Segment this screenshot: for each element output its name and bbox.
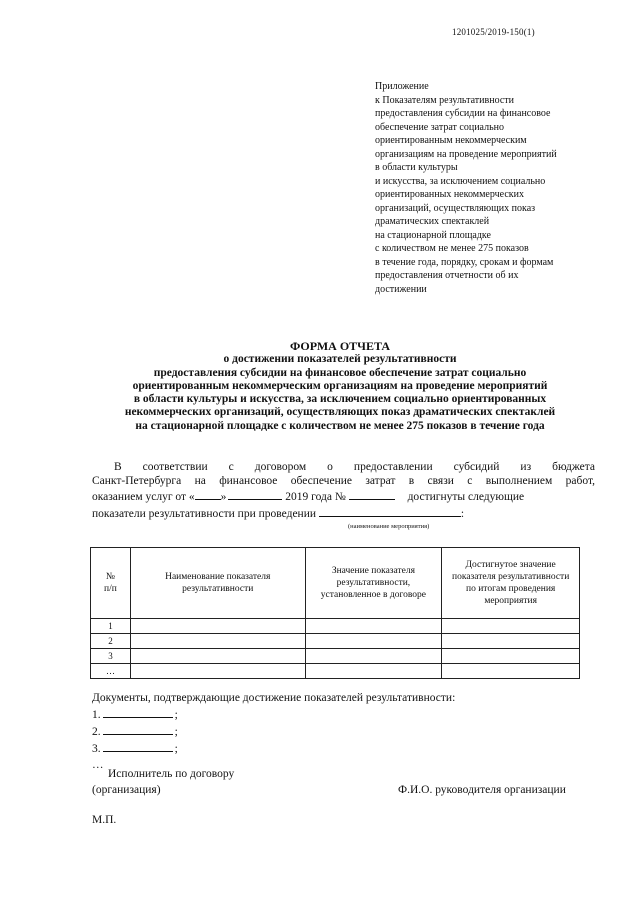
document-item-number: 2.: [92, 726, 101, 738]
form-title-line: предоставления субсидии на финансовое обеспечение затрат социально: [153, 366, 527, 379]
contract-value-cell[interactable]: [305, 649, 442, 664]
contract-quote-close: »: [220, 491, 227, 504]
form-title-line: некоммерческих организаций, осуществляющих показ драматических спектаклей: [124, 406, 556, 419]
document-item-number: 1.: [92, 709, 101, 721]
header-contract-value: Значение показателя результативности, установленное в договоре: [305, 548, 442, 619]
contract-value-cell[interactable]: [305, 634, 442, 649]
appendix-line: к Показателям результативности: [375, 94, 514, 106]
stamp-place-label: М.П.: [92, 814, 117, 826]
achieved-value-cell[interactable]: [442, 649, 580, 664]
header-number: № п/п: [91, 548, 131, 619]
event-label: показатели результативности при проведении: [92, 507, 319, 520]
appendix-line: ориентированным некоммерческим: [375, 135, 527, 146]
indicator-name-cell[interactable]: [130, 649, 305, 664]
supporting-documents: [92, 690, 455, 773]
appendix-line: обеспечение затрат социально: [375, 121, 504, 133]
organization-label: (организация): [92, 784, 161, 796]
document-item: 2. ;: [92, 723, 455, 740]
contract-month-field[interactable]: [228, 488, 282, 500]
event-name-hint: (наименование мероприятия): [348, 523, 430, 530]
appendix-line: и искусства, за исключением социально: [375, 175, 546, 187]
contract-year-label: 2019 года №: [282, 491, 349, 504]
appendix-line: в течение года, порядку, срокам и формам: [375, 256, 554, 268]
paragraph-line-event: [92, 505, 595, 521]
form-title-line: на стационарной площадке с количеством не менее 275 показов в течение года: [135, 419, 545, 432]
document-item-field[interactable]: [103, 723, 173, 735]
document-item-field[interactable]: [103, 706, 173, 718]
appendix-line: организаций, осуществляющих показ: [375, 202, 536, 214]
form-title-line: ориентированным некоммерческим организациям на проведение мероприятий: [132, 379, 548, 392]
appendix-line: организациям на проведение мероприятий: [375, 148, 557, 160]
contract-value-cell[interactable]: [305, 619, 442, 634]
indicator-name-cell[interactable]: [130, 634, 305, 649]
paragraph-line: В соответствии с договором о предоставлении субсидий из бюджета: [114, 461, 595, 473]
appendix-line: в области культуры: [375, 162, 458, 173]
row-number: 1: [91, 619, 131, 634]
achieved-label: достигнуты следующие: [404, 491, 525, 504]
header-achieved-value: Достигнутое значение показателя результативности по итогам проведения мероприятия: [442, 548, 580, 619]
paragraph-line-contract: [92, 488, 595, 504]
achieved-value-cell[interactable]: [442, 619, 580, 634]
document-number: 1201025/2019-150(1): [452, 27, 535, 37]
header-indicator-name: Наименование показателя результативности: [130, 548, 305, 619]
form-title-line: о достижении показателей результативности: [223, 353, 457, 366]
director-name-label: Ф.И.О. руководителя организации: [398, 784, 566, 796]
appendix-line: драматических спектаклей: [375, 216, 490, 227]
indicator-name-cell[interactable]: [130, 664, 305, 679]
document-item-number: 3.: [92, 743, 101, 755]
row-number: …: [91, 664, 131, 679]
form-title-line: в области культуры и искусства, за исключением социально ориентированных: [133, 393, 547, 406]
document-item: 3. ;: [92, 740, 455, 757]
row-number: 2: [91, 634, 131, 649]
document-item-field[interactable]: [103, 740, 173, 752]
document-item: 1. ;: [92, 706, 455, 723]
table-row: [91, 649, 580, 664]
colon: :: [460, 507, 465, 520]
paragraph-line: Санкт-Петербурга на финансовое обеспечение затрат в связи с выполнением работ,: [92, 475, 595, 488]
achieved-value-cell[interactable]: [442, 634, 580, 649]
form-title-main: ФОРМА ОТЧЕТА: [289, 339, 391, 353]
appendix-line: предоставления отчетности об их: [375, 270, 519, 281]
appendix-line: с количеством не менее 275 показов: [375, 243, 529, 254]
contract-number-field[interactable]: [349, 488, 395, 500]
appendix-line: ориентированных некоммерческих: [375, 189, 524, 200]
documents-ellipsis: …: [92, 759, 104, 771]
executor-label: Исполнитель по договору: [108, 768, 235, 780]
appendix-line: предоставления субсидии на финансовое: [375, 108, 551, 119]
contract-day-field[interactable]: [195, 488, 221, 500]
table-row: [91, 664, 580, 679]
row-number: 3: [91, 649, 131, 664]
appendix-line: достижении: [375, 283, 427, 295]
table-header-row: [91, 548, 580, 619]
form-title: [70, 340, 610, 433]
documents-heading: Документы, подтверждающие достижение показателей результативности:: [92, 692, 456, 704]
event-name-field[interactable]: [319, 505, 461, 517]
indicator-name-cell[interactable]: [130, 619, 305, 634]
achieved-value-cell[interactable]: [442, 664, 580, 679]
appendix-line: Приложение: [375, 81, 429, 92]
appendix-block: [375, 80, 605, 296]
table-row: [91, 634, 580, 649]
indicators-table: [90, 547, 580, 679]
contract-from-label: оказанием услуг от «: [92, 491, 195, 504]
intro-paragraph: [92, 460, 595, 521]
contract-value-cell[interactable]: [305, 664, 442, 679]
table-row: [91, 619, 580, 634]
appendix-line: на стационарной площадке: [375, 229, 491, 241]
